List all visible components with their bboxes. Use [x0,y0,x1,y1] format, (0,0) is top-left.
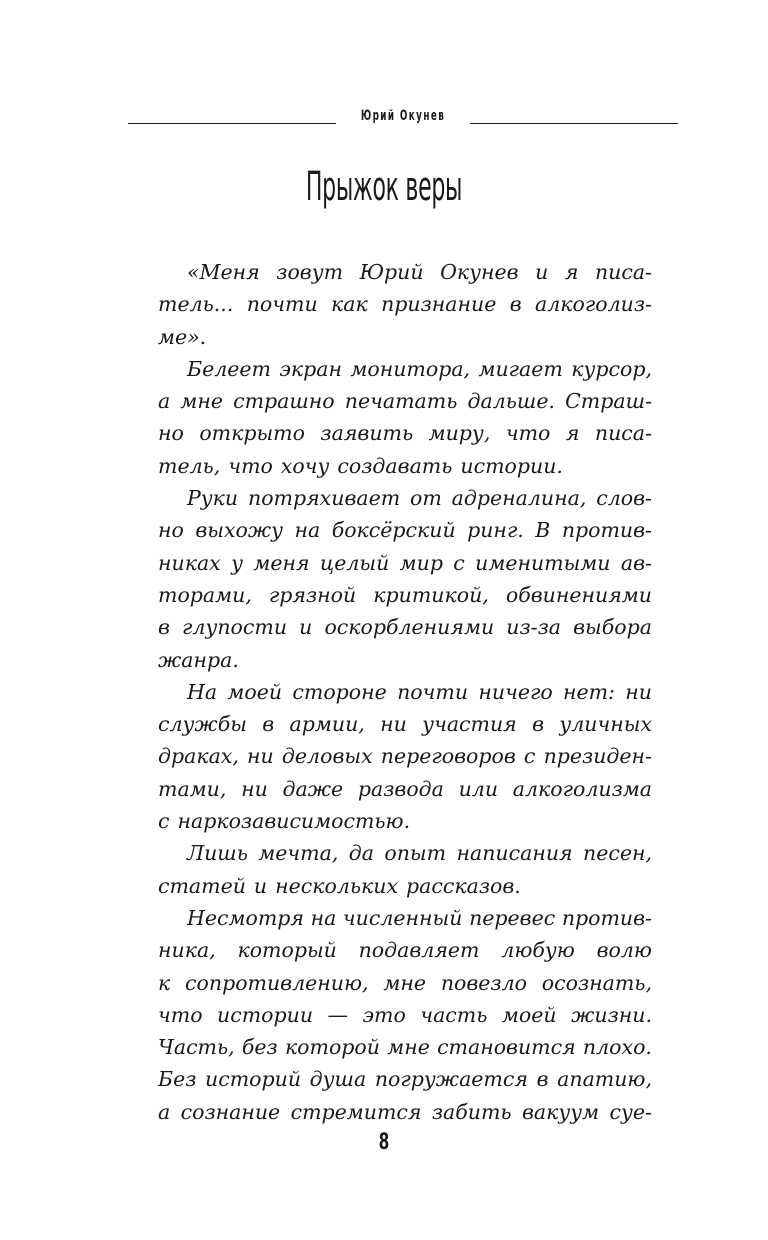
paragraph [158,482,652,676]
text-line: но открыто заявить миру, что я писа- [158,421,652,446]
text-line: Несмотря на численный перевес против- [187,905,652,930]
text-line: Часть, без которой мне становится плохо. [158,1035,652,1060]
text-line: к сопротивлению, мне повезло осознать, [158,970,652,995]
text-line: ме». [158,324,207,349]
paragraph [158,837,652,902]
text-line: тель, что хочу создавать истории. [158,453,563,478]
text-line: На моей стороне почти ничего нет: ни [187,679,652,704]
page-number: 8 [378,1130,390,1155]
text-line: никах у меня целый мир с именитыми ав- [158,550,652,575]
text-line: Белеет экран монитора, мигает курсор, [187,356,652,381]
chapter-title: Прыжок веры [305,164,463,210]
header-rule-right [470,123,678,124]
paragraph [158,353,652,482]
text-line: тами, ни даже развода или алкоголизма [158,776,652,801]
text-line: статей и нескольких рассказов. [158,873,521,898]
text-line: а сознание стремится забить вакуум суе- [158,1099,652,1124]
text-line: Руки потряхивает от адреналина, слов- [187,486,652,511]
paragraph [158,676,652,837]
text-line: в глупости и оскорблениями из-за выбора [158,615,652,640]
text-line: ника, который подавляет любую волю [158,938,652,963]
text-line: тель... почти как признание в алкоголиз- [158,292,652,317]
body-text [158,256,652,1128]
text-line: что истории — это часть моей жизни. [158,1002,652,1027]
text-line: драках, ни деловых переговоров с президен- [158,744,652,769]
text-line: службы в армии, ни участия в уличных [158,712,652,737]
paragraph [158,256,652,353]
text-line: торами, грязной критикой, обвинениями [158,582,652,607]
text-line: а мне страшно печатать дальше. Страш- [158,389,652,414]
text-line: с наркозависимостью. [158,809,411,834]
running-head-author: Юрий Окунев [360,108,446,124]
paragraph [158,902,652,1128]
text-line: жанра. [158,647,239,672]
text-line: «Меня зовут Юрий Окунев и я писа- [187,260,652,284]
text-line: Без историй душа погружается в апатию, [158,1067,652,1092]
text-line: но выхожу на боксёрский ринг. В против- [158,518,652,543]
header-rule-left [128,123,336,124]
text-line: Лишь мечта, да опыт написания песен, [187,841,652,866]
